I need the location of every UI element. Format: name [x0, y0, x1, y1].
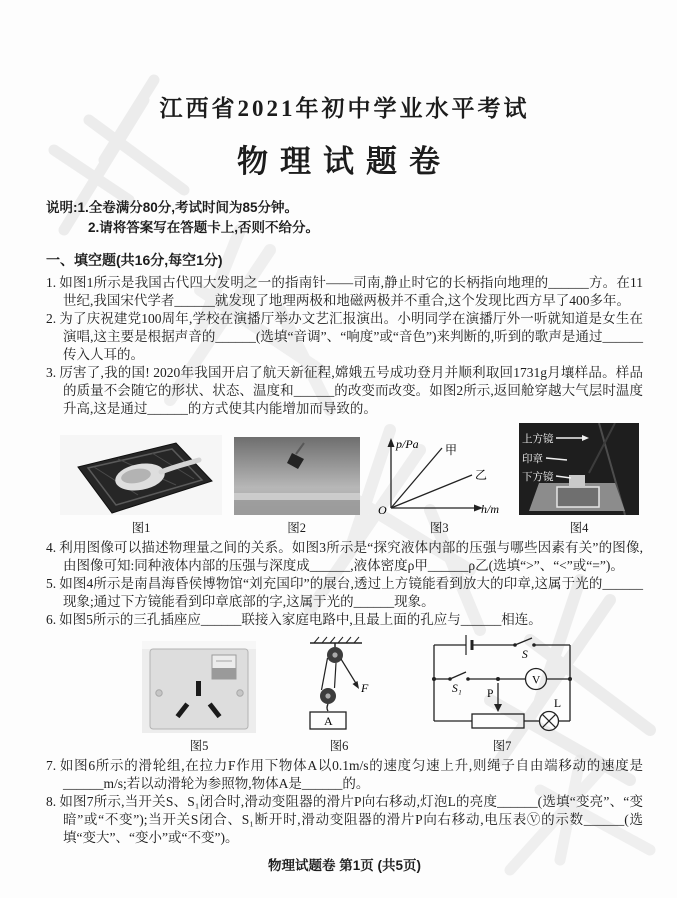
- paper-subtitle: 物理试题卷: [237, 144, 452, 179]
- question-text: 如图6所示的滑轮组,在拉力F作用下物体A以0.1m/s的速度匀速上升,则绳子自由端移动的速度是______m/s;若以动滑轮为参照物,物体A是______的。: [59, 758, 643, 791]
- question-text: 如图5所示的三孔插座应______联接入家庭电路中,且最上面的孔应与______相连。: [59, 612, 542, 627]
- question-7: [46, 757, 643, 793]
- questions-block-7-8: [46, 757, 643, 847]
- line-jia-label: 甲: [445, 443, 458, 457]
- figure-caption: 图3: [429, 521, 449, 535]
- figure-3: [371, 435, 507, 535]
- question-number: 3.: [46, 365, 57, 380]
- figure-caption: 图1: [131, 521, 151, 535]
- question-text: 如图1所示是我国古代四大发明之一的指南针——司南,静止时它的长柄指向地理的______方。在11世纪,我国宋代学者______就发现了地理两极和地磁两极并不重合,这个发现比西方早了400多年。: [59, 275, 643, 308]
- question-1: [46, 274, 643, 310]
- question-text: 如图4所示是南昌海昏侯博物馆“刘充国印”的展台,透过上方镜能看到放大的印章,这属于光的______现象;通过下方镜能看到印章底部的字,这属于光的______现象。: [59, 576, 643, 609]
- sinan-compass-photo: [60, 435, 222, 515]
- question-text: 为了庆祝建党100周年,学校在演播厅举办文艺汇报演出。小明同学在演播厅外一听就知道是女生在演唱,这主要是根据声音的______(选填“音调”、“响度”或“音色”)来判断的,听到的歌声是通过______传入人耳的。: [59, 311, 643, 362]
- label-bottom-mirror: 下方镜: [521, 472, 554, 483]
- label-top-mirror: 上方镜: [521, 434, 554, 445]
- switch-s1-label: S₁: [452, 683, 462, 695]
- line-yi-label: 乙: [475, 468, 488, 482]
- lamp-label: L: [554, 698, 562, 710]
- figure-caption: 图2: [287, 521, 307, 535]
- pulley-system-diagram: [300, 636, 378, 733]
- reentry-capsule-photo: [234, 437, 360, 515]
- figure-caption: 图7: [492, 739, 512, 753]
- exam-title: 江西省2021年初中学业水平考试: [159, 96, 530, 121]
- figure-caption: 图6: [329, 739, 349, 753]
- object-label: A: [324, 714, 333, 728]
- circuit-diagram: [422, 633, 582, 733]
- figure-row-2: [142, 633, 643, 753]
- figure-row-1: [60, 423, 639, 535]
- question-number: 5.: [46, 576, 57, 591]
- figure-caption: 图4: [569, 521, 589, 535]
- question-number: 7.: [46, 758, 57, 773]
- question-3: [46, 364, 643, 418]
- question-number: 1.: [46, 275, 57, 290]
- three-hole-socket-photo: [142, 641, 256, 733]
- figure-5: [142, 641, 256, 753]
- pressure-depth-graph: [371, 435, 507, 515]
- question-6: [46, 611, 643, 629]
- question-4: [46, 539, 643, 575]
- questions-block-4-6: [46, 539, 643, 629]
- figure-7: [422, 633, 582, 753]
- figure-1: [60, 435, 222, 535]
- figure-4: [519, 423, 639, 535]
- question-text: 利用图像可以描述物理量之间的关系。如图3所示是“探究液体内部的压强与哪些因素有关”的图像,由图像可知:同种液体内部的压强与深度成______,液体密度ρ甲______ρ乙(选填“>”、“<”或“=”)。: [59, 540, 643, 573]
- question-text: 厉害了,我的国! 2020年我国开启了航天新征程,嫦娥五号成功登月并顺利取回1731g月壤样品。样品的质量不会随它的形状、状态、温度和______的改变而改变。如图2所示,返回舱穿越大气层时温度升高,这是通过______的方式使其内能增加而导致的。: [59, 365, 643, 416]
- y-axis-label: p/Pa: [396, 437, 419, 451]
- x-axis-label: h/m: [481, 502, 500, 515]
- question-5: [46, 575, 643, 611]
- question-number: 8.: [46, 794, 57, 809]
- instruction-line-1: 说明:1.全卷满分80分,考试时间为85分钟。: [46, 200, 299, 215]
- label-seal: 印章: [521, 454, 543, 465]
- force-label: F: [361, 681, 369, 695]
- question-number: 4.: [46, 540, 57, 555]
- question-8: [46, 793, 643, 847]
- exam-instructions: [46, 198, 643, 237]
- figure-6: [300, 636, 378, 753]
- instruction-line-2: 2.请将答案写在答题卡上,否则不给分。: [88, 219, 320, 235]
- museum-seal-display-photo: [519, 423, 639, 515]
- question-text: 如图7所示,当开关S、S₁闭合时,滑动变阻器的滑片P向右移动,灯泡L的亮度______(选填“变亮”、“变暗”或“不变”);当开关S闭合、S₁断开时,滑动变阻器的滑片P向右移动,电压表Ⓥ的示数______(选填“变大”、“变小”或“不变”)。: [59, 794, 643, 845]
- questions-block-1-3: [46, 274, 643, 418]
- voltmeter-label: V: [532, 674, 541, 687]
- origin-label: O: [378, 503, 387, 515]
- slider-label: P: [487, 688, 494, 700]
- question-number: 2.: [46, 311, 57, 326]
- figure-2: [234, 437, 360, 535]
- question-number: 6.: [46, 612, 57, 627]
- question-2: [46, 310, 643, 364]
- section-heading-fill-blanks: 一、填空题(共16分,每空1分): [46, 252, 223, 268]
- switch-s-label: S: [522, 649, 528, 661]
- page-footer: 物理试题卷 第1页 (共5页): [267, 858, 421, 873]
- figure-caption: 图5: [189, 739, 209, 753]
